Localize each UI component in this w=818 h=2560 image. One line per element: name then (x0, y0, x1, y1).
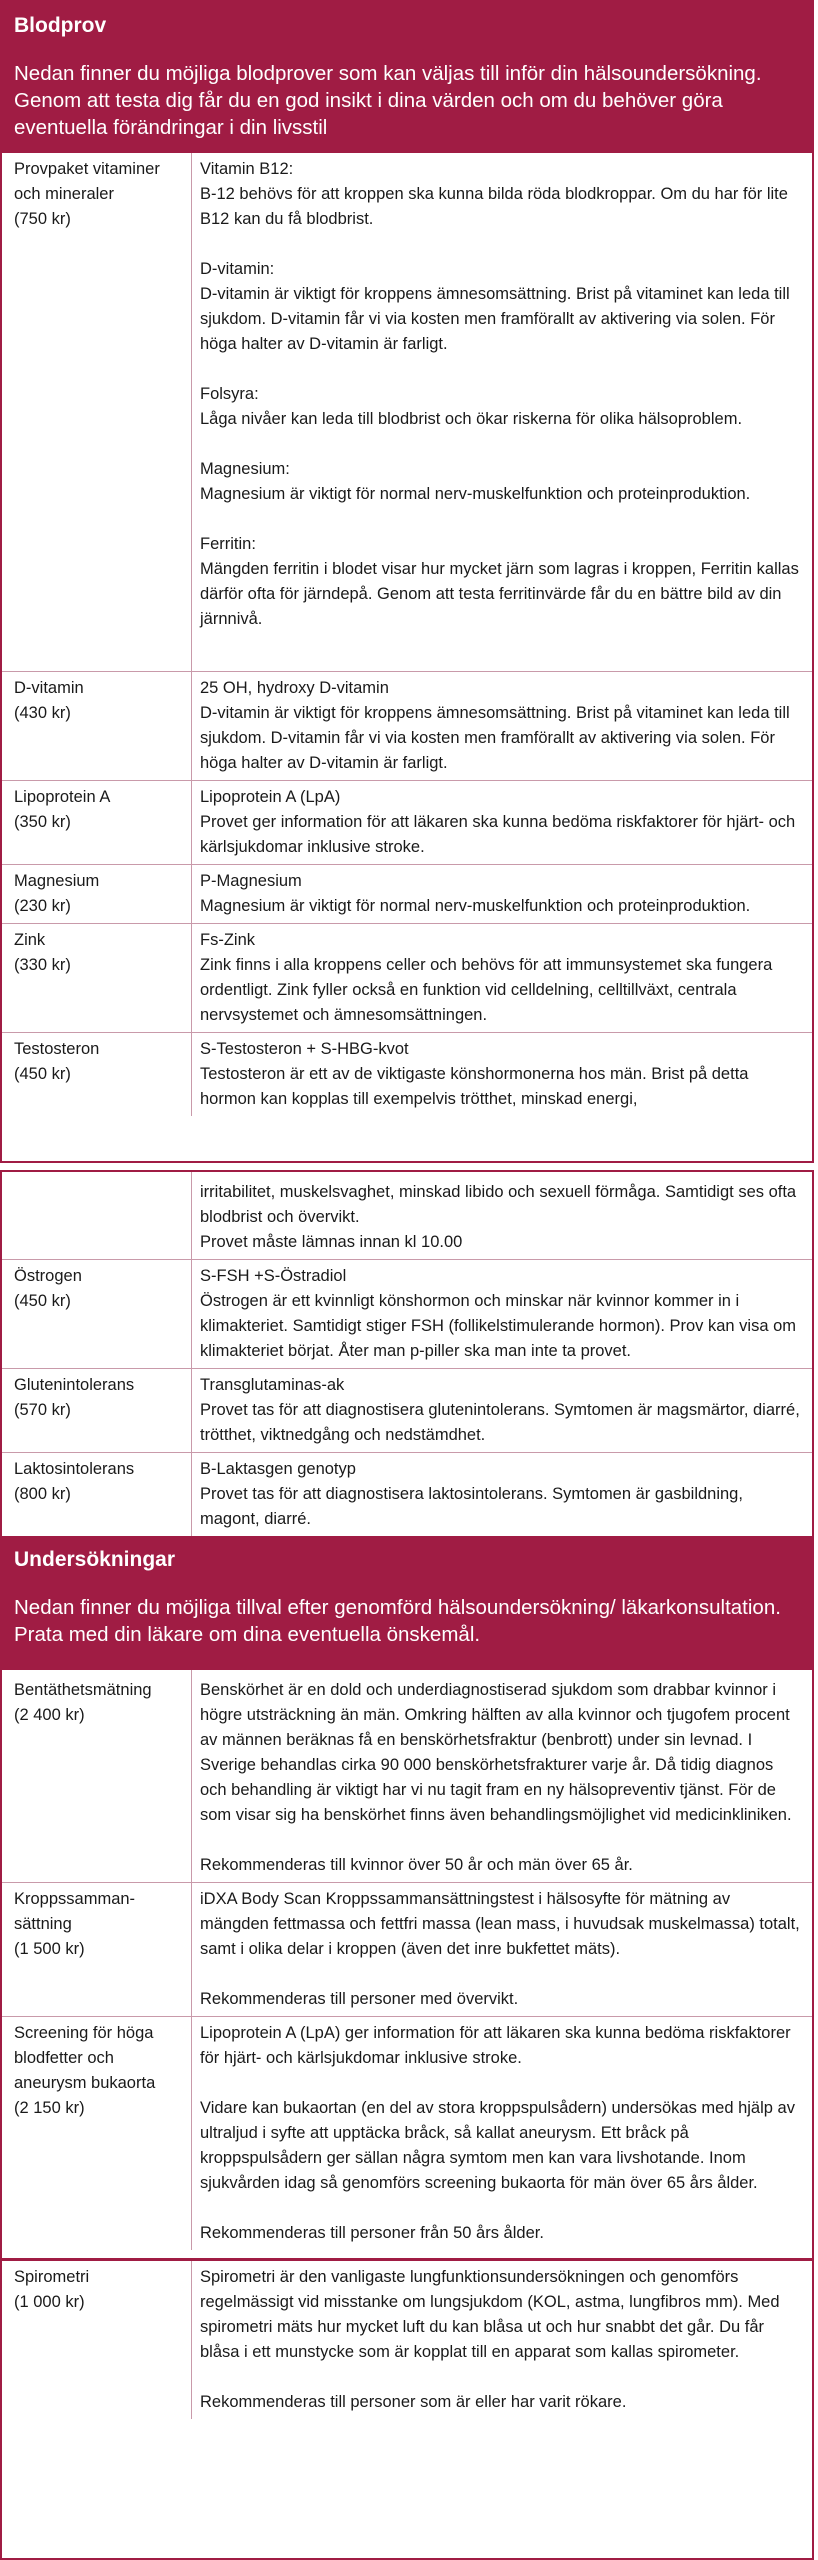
test-description-cell (192, 1453, 812, 1536)
test-price: (800 kr) (14, 1485, 71, 1503)
exam-name: Screening för höga blodfetter och aneurysm bukaorta (14, 2024, 156, 2092)
test-text: B-12 behövs för att kroppen ska kunna bilda röda blodkroppar. Om du har för lite B12 kan du få blodbrist. (200, 185, 788, 228)
test-name-cell (2, 781, 192, 864)
test-name-cell (2, 153, 192, 671)
test-name-cell (2, 672, 192, 780)
test-description-cell (192, 1172, 812, 1259)
test-name: Zink (14, 931, 46, 949)
test-description-cell (192, 672, 812, 780)
test-text: D-vitamin är viktigt för kroppens ämnesomsättning. Brist på vitaminet kan leda till sjukdom. D-vitamin får vi via kosten men framförallt av aktivering via solen. För höga halter av D-vitamin är farligt. (200, 704, 790, 772)
table-row (2, 1452, 812, 1536)
test-description-cell (192, 865, 812, 923)
blodprov-table-continued (2, 1172, 812, 1536)
table-row (2, 864, 812, 923)
exam-name-cell (2, 1670, 192, 1882)
test-name: Glutenintolerans (14, 1376, 135, 1394)
test-description-cell (192, 781, 812, 864)
exam-recommendation: Rekommenderas till personer med övervikt. (200, 1990, 519, 2008)
exam-description-cell (192, 1883, 812, 2016)
test-name-cell (2, 1260, 192, 1368)
test-name: Magnesium (14, 872, 100, 890)
test-price: (570 kr) (14, 1401, 71, 1419)
blodprov-title: Blodprov (14, 14, 107, 37)
test-text: Magnesium är viktigt för normal nerv-muskelfunktion och proteinproduktion. (200, 485, 751, 503)
exam-price: (1 000 kr) (14, 2293, 85, 2311)
exam-name: Spirometri (14, 2268, 90, 2286)
table-row (2, 1670, 812, 1882)
table-row (2, 1368, 812, 1452)
test-name: Laktosintolerans (14, 1460, 135, 1478)
test-name-cell (2, 1453, 192, 1536)
test-text: Provet tas för att diagnostisera laktosintolerans. Symtomen är gasbildning, magont, diarré. (200, 1485, 743, 1528)
test-subheading: Vitamin B12: (200, 160, 294, 178)
spirometri-table (2, 2258, 812, 2419)
exam-name-cell (2, 2261, 192, 2419)
test-price: (750 kr) (14, 210, 71, 228)
test-text: Östrogen är ett kvinnligt könshormon och minskar när kvinnor kommer in i klimakteriet. Samtidigt stiger FSH (follikelstimulerande hormon). Prov kan visa om klimakteriet börjat. Åter man p-piller ska man inte ta provet. (200, 1292, 797, 1360)
undersokningar-table (2, 1670, 812, 2250)
test-name-cell (2, 865, 192, 923)
blodprov-table (2, 153, 812, 1116)
test-price: (330 kr) (14, 956, 71, 974)
test-name: Östrogen (14, 1267, 82, 1285)
test-text: Provet ger information för att läkaren ska kunna bedöma riskfaktorer för hjärt- och kärlsjukdomar inklusive stroke. (200, 813, 796, 856)
test-description-cell (192, 153, 812, 671)
test-text: D-vitamin är viktigt för kroppens ämnesomsättning. Brist på vitaminet kan leda till sjukdom. D-vitamin får vi via kosten men framförallt av aktivering via solen. För höga halter av D-vitamin är farligt. (200, 285, 790, 353)
test-description-cell (192, 1260, 812, 1368)
test-subheading: Magnesium: (200, 460, 290, 478)
test-description-cell (192, 924, 812, 1032)
test-text: Mängden ferritin i blodet visar hur mycket järn som lagras i kroppen, Ferritin kallas därför ofta för järndepå. Genom att testa ferritinvärde får du en bättre bild av din järnnivå. (200, 560, 799, 628)
exam-name-cell (2, 1883, 192, 2016)
test-note: Provet måste lämnas innan kl 10.00 (200, 1233, 463, 1251)
test-name-cell (2, 924, 192, 1032)
exam-recommendation: Rekommenderas till personer från 50 års ålder. (200, 2224, 544, 2242)
test-name: D-vitamin (14, 679, 84, 697)
test-subheading: Transglutaminas-ak (200, 1376, 345, 1394)
exam-name-cell (2, 2017, 192, 2250)
table-row (2, 1259, 812, 1368)
test-name-cell (2, 1033, 192, 1116)
test-text: Provet tas för att diagnostisera glutenintolerans. Symtomen är magsmärtor, diarré, trötthet, viktnedgång och nedstämdhet. (200, 1401, 800, 1444)
test-name: Testosteron (14, 1040, 100, 1058)
test-subheading: S-Testosteron + S-HBG-kvot (200, 1040, 409, 1058)
exam-description-cell (192, 1670, 812, 1882)
test-subheading: Lipoprotein A (LpA) (200, 788, 341, 806)
test-price: (450 kr) (14, 1292, 71, 1310)
test-text: Testosteron är ett av de viktigaste könshormonerna hos män. Brist på detta hormon kan kopplas till exempelvis trötthet, minskad energi, (200, 1065, 749, 1108)
test-subheading: Fs-Zink (200, 931, 255, 949)
test-price: (430 kr) (14, 704, 71, 722)
exam-name: Kroppssamman-sättning (14, 1890, 136, 1933)
test-name: Provpaket vitaminer och mineraler (14, 160, 160, 203)
exam-text: Vidare kan bukaortan (en del av stora kroppspulsådern) undersökas med hjälp av ultraljud i syfte att upptäcka bråck, så kallat aneurysm. Ett bråck på kroppspulsådern ger sällan några symtom men kan vara livshotande. Inom sjukvården idag så genomförs screening bukaorta för män över 65 års ålder. (200, 2099, 795, 2192)
test-subheading: Ferritin: (200, 535, 256, 553)
test-text: Låga nivåer kan leda till blodbrist och ökar riskerna för olika hälsoproblem. (200, 410, 743, 428)
test-subheading: S-FSH +S-Östradiol (200, 1267, 347, 1285)
exam-text: iDXA Body Scan Kroppssammansättningstest i hälsosyfte för mätning av mängden fettmassa och fettfri massa (lean mass, i huvudsak muskelmassa) totalt, samt i olika delar i kroppen (även det inre bukfettet mäts). (200, 1890, 800, 1958)
table-row (2, 2261, 812, 2419)
blodprov-intro: Nedan finner du möjliga blodprover som kan väljas till inför din hälsoundersökning. Genom att testa dig får du en god insikt i dina värden och om du behöver göra eventuella förändringar i din livsstil (14, 62, 762, 139)
exam-recommendation: Rekommenderas till kvinnor över 50 år och män över 65 år. (200, 1856, 633, 1874)
undersokningar-header (2, 1536, 812, 1670)
table-row (2, 1032, 812, 1116)
test-price: (450 kr) (14, 1065, 71, 1083)
test-subheading: 25 OH, hydroxy D-vitamin (200, 679, 389, 697)
test-name-cell (2, 1172, 192, 1259)
test-description-cell (192, 1369, 812, 1452)
test-subheading: D-vitamin: (200, 260, 275, 278)
table-row (2, 2016, 812, 2250)
table-row (2, 923, 812, 1032)
test-price: (230 kr) (14, 897, 71, 915)
test-name: Lipoprotein A (14, 788, 111, 806)
exam-name: Bentäthetsmätning (14, 1681, 152, 1699)
table-row (2, 1882, 812, 2016)
test-subheading: B-Laktasgen genotyp (200, 1460, 356, 1478)
test-subheading: P-Magnesium (200, 872, 302, 890)
test-subheading: Folsyra: (200, 385, 259, 403)
exam-text: Lipoprotein A (LpA) ger information för att läkaren ska kunna bedöma riskfaktorer för hjärt- och kärlsjukdomar inklusive stroke. (200, 2024, 791, 2067)
blodprov-section (0, 0, 814, 1163)
page-two-section (0, 1170, 814, 2560)
test-text: irritabilitet, muskelsvaghet, minskad libido och sexuell förmåga. Samtidigt ses ofta blodbrist och övervikt. (200, 1183, 797, 1226)
exam-price: (1 500 kr) (14, 1940, 85, 1958)
undersokningar-title: Undersökningar (14, 1548, 176, 1571)
test-price: (350 kr) (14, 813, 71, 831)
undersokningar-intro: Nedan finner du möjliga tillval efter genomförd hälsoundersökning/ läkarkonsultation. Prata med din läkare om dina eventuella önskemål. (14, 1596, 781, 1646)
test-text: Magnesium är viktigt för normal nerv-muskelfunktion och proteinproduktion. (200, 897, 751, 915)
table-row (2, 1172, 812, 1259)
exam-description-cell (192, 2261, 812, 2419)
exam-description-cell (192, 2017, 812, 2250)
exam-price: (2 150 kr) (14, 2099, 85, 2117)
table-row (2, 153, 812, 671)
exam-text: Spirometri är den vanligaste lungfunktionsundersökningen och genomförs regelmässigt vid misstanke om lungsjukdom (KOL, astma, lungfibros mm). Med spirometri mäts hur mycket luft du kan blåsa ut och hur snabbt det går. Du får blåsa i ett munstycke som är kopplat till en apparat som kallas spirometer. (200, 2268, 780, 2361)
exam-price: (2 400 kr) (14, 1706, 85, 1724)
exam-text: Benskörhet är en dold och underdiagnostiserad sjukdom som drabbar kvinnor i högre utsträckning än män. Omkring hälften av alla kvinnor och tjugofem procent av männen beräknas få en benskörhetsfraktur (benbrott) under sin levnad. I Sverige behandlas cirka 90 000 benskörhetsfrakturer varje år. Då tidig diagnos och behandling är viktigt har vi nu tagit fram en ny hälsopreventiv tjänst. För de som visar sig ha benskörhet finns även behandlingsmöjlighet vid medicinkliniken. (200, 1681, 792, 1824)
table-row (2, 671, 812, 780)
test-text: Zink finns i alla kroppens celler och behövs för att immunsystemet ska fungera ordentligt. Zink fyller också en funktion vid celldelning, celltillväxt, centrala nervsystemet och ämnesomsättningen. (200, 956, 773, 1024)
exam-recommendation: Rekommenderas till personer som är eller har varit rökare. (200, 2393, 627, 2411)
test-description-cell (192, 1033, 812, 1116)
test-name-cell (2, 1369, 192, 1452)
table-row (2, 780, 812, 864)
blodprov-header (2, 2, 812, 153)
